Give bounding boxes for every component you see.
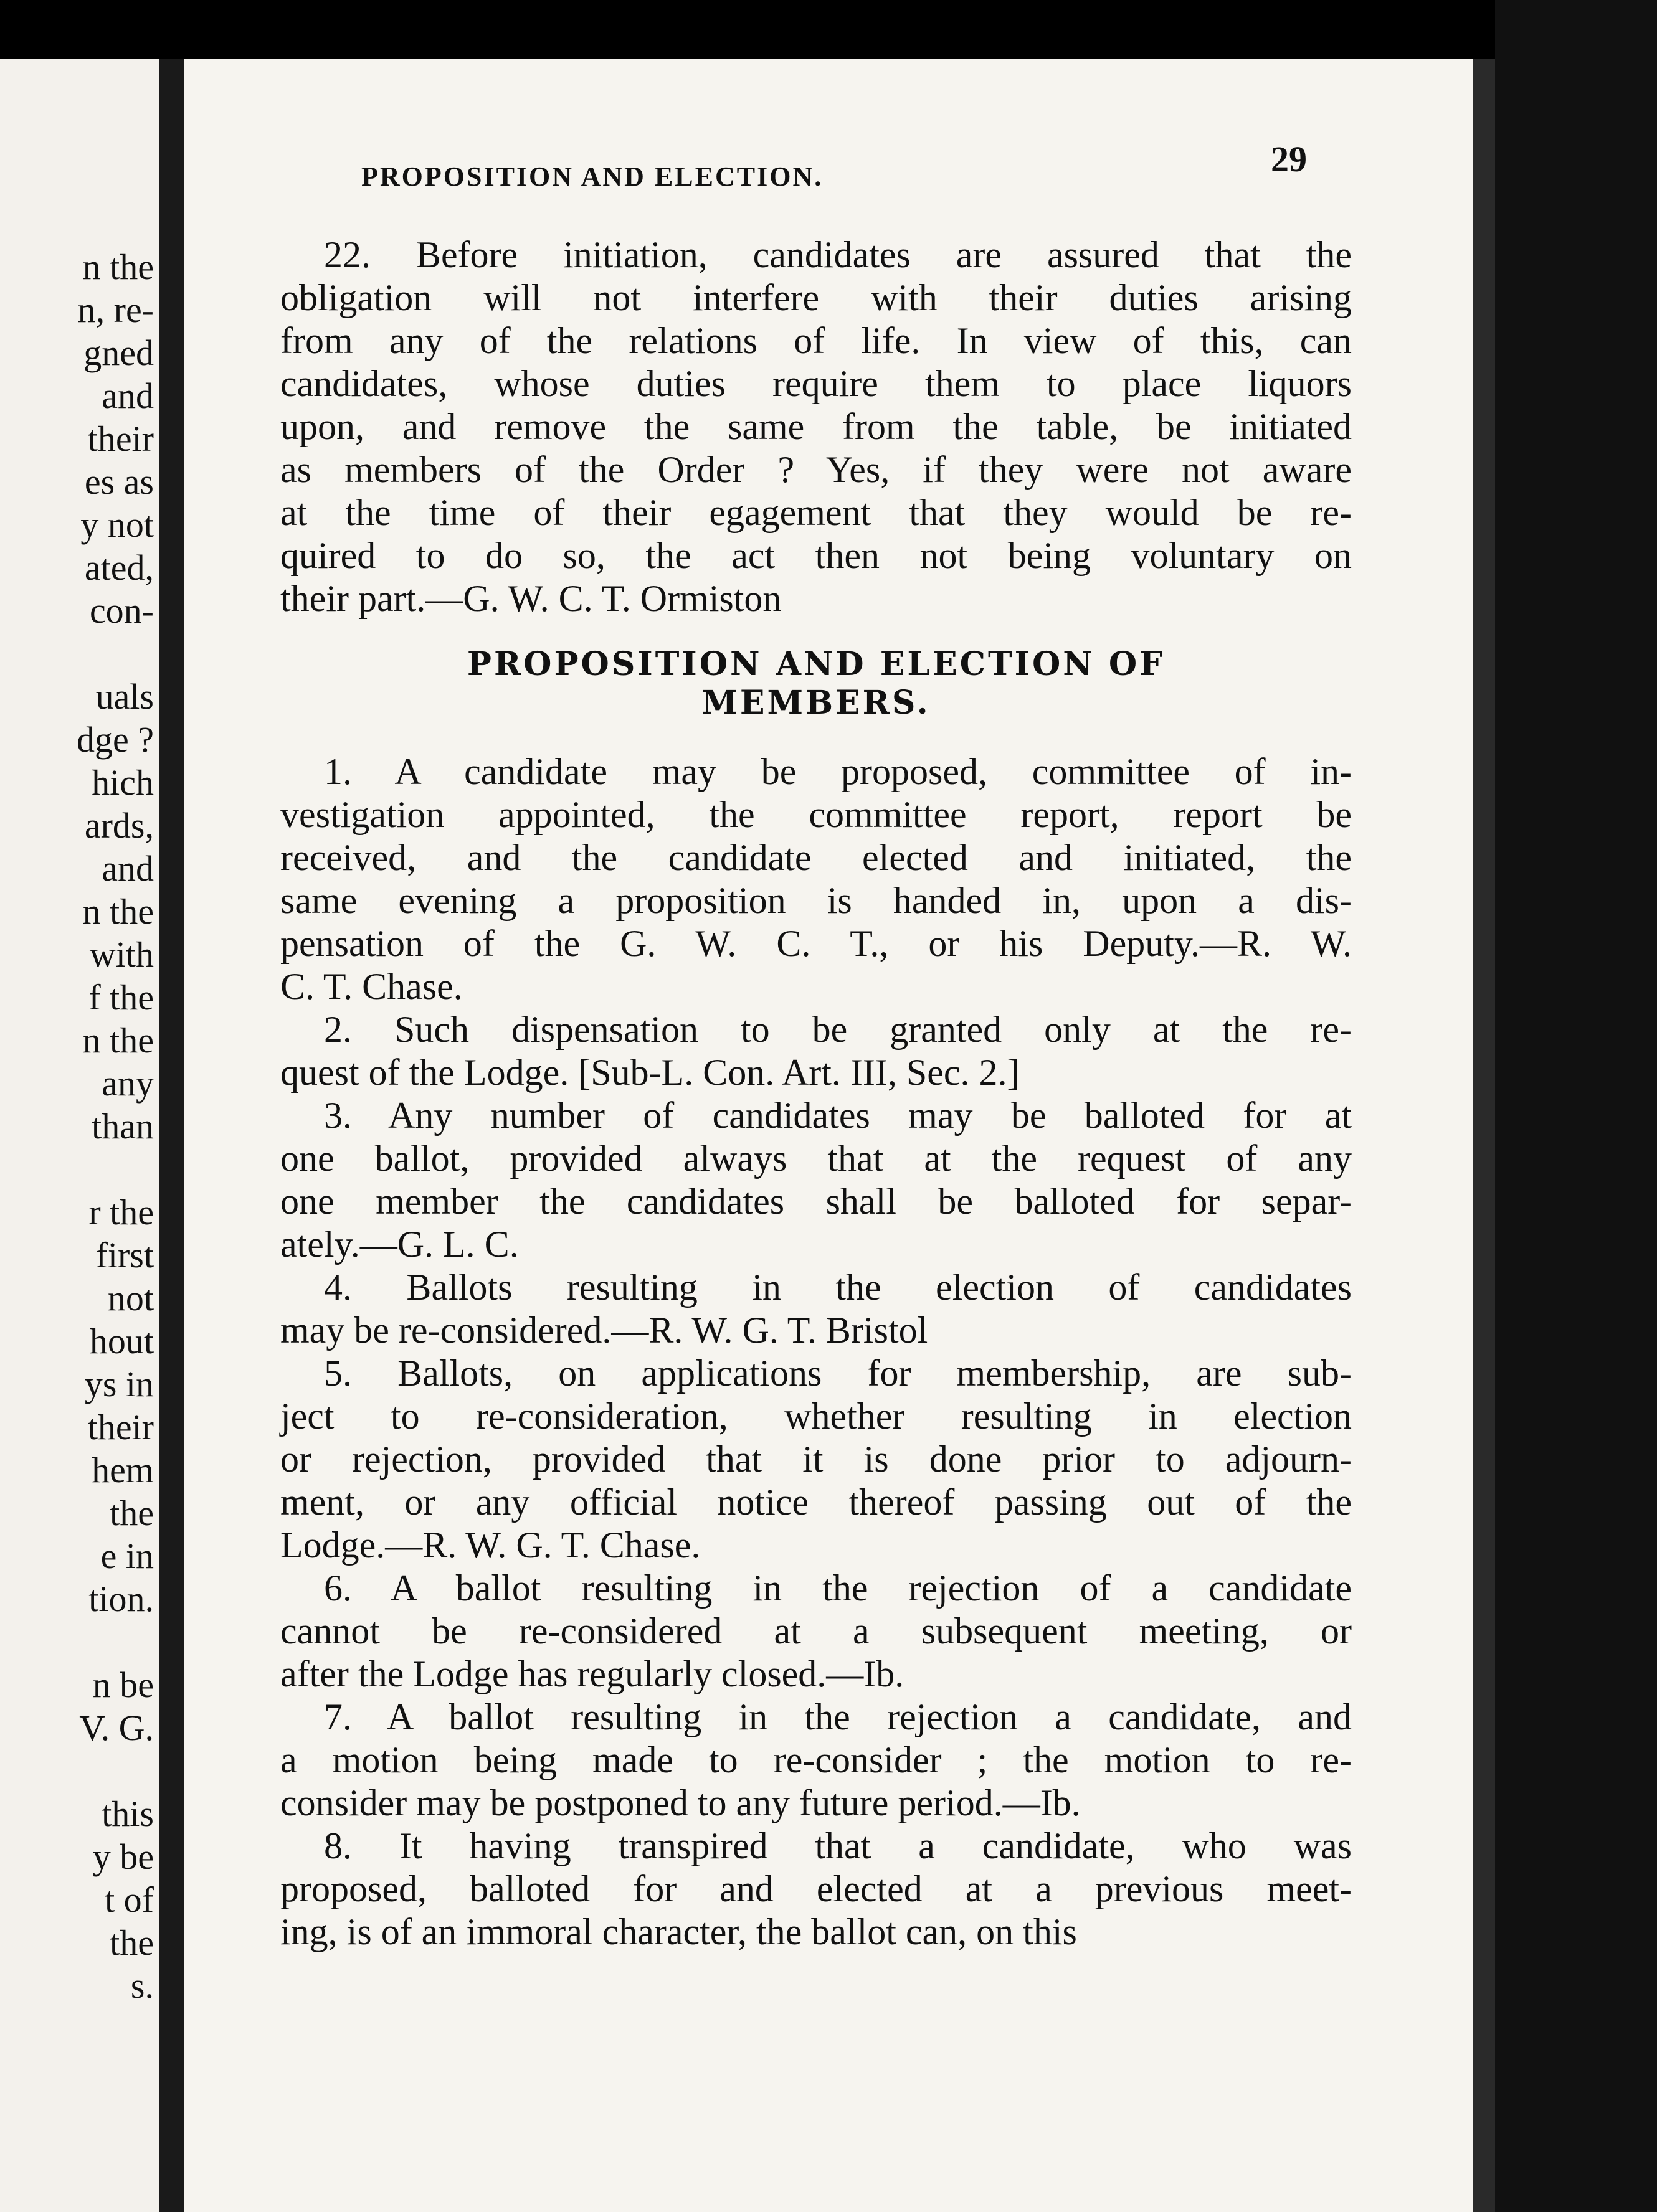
- text-line: proposed, balloted for and elected at a previous meet-: [280, 1868, 1352, 1909]
- left-page-fragment: y be: [92, 1836, 154, 1877]
- paragraph-8: [280, 1825, 1352, 1954]
- left-page-fragment: y not: [80, 504, 154, 545]
- section-title: PROPOSITION AND ELECTION OF: [467, 645, 1166, 683]
- text-line: 6. A ballot resulting in the rejection of a candidate: [324, 1567, 1352, 1609]
- left-page-fragment: not: [107, 1278, 154, 1318]
- left-page-fragment: es as: [84, 461, 154, 502]
- left-facing-page: [0, 59, 159, 2212]
- text-line: after the Lodge has regularly closed.—Ib.: [280, 1653, 904, 1694]
- left-page-fragment: n the: [82, 247, 154, 287]
- text-line: 1. A candidate may be proposed, committee of in-: [324, 751, 1352, 792]
- left-page-fragment: e in: [100, 1536, 154, 1576]
- left-page-fragment: any: [102, 1063, 154, 1104]
- left-page-fragment: their: [87, 1407, 154, 1447]
- left-page-fragment: con-: [89, 590, 154, 631]
- left-page-fragment: the: [110, 1493, 154, 1533]
- page-edge: [1473, 59, 1495, 2212]
- text-line: 5. Ballots, on applications for membership, are sub-: [324, 1353, 1352, 1394]
- text-line: their part.—G. W. C. T. Ormiston: [280, 578, 782, 619]
- left-page-fragment: and: [102, 848, 154, 889]
- text-line: 22. Before initiation, candidates are assured that the: [324, 234, 1352, 275]
- left-page-fragment: gned: [83, 333, 154, 373]
- left-page-fragment: n be: [92, 1665, 154, 1705]
- paragraph-5: [280, 1352, 1352, 1567]
- left-page-fragment: r the: [88, 1192, 154, 1232]
- running-header: PROPOSITION AND ELECTION.: [361, 161, 824, 192]
- left-page-fragment: f the: [88, 977, 154, 1018]
- text-line: C. T. Chase.: [280, 966, 463, 1007]
- left-page-fragment: than: [92, 1106, 154, 1146]
- left-page-fragment: n the: [82, 1020, 154, 1061]
- text-line: consider may be postponed to any future period.—Ib.: [280, 1782, 1081, 1823]
- text-line: quired to do so, the act then not being voluntary on: [280, 535, 1352, 576]
- text-line: quest of the Lodge. [Sub-L. Con. Art. III, Sec. 2.]: [280, 1052, 1020, 1093]
- left-page-fragment: hich: [92, 762, 154, 803]
- section-title-continued: MEMBERS.: [701, 684, 931, 722]
- text-line: 3. Any number of candidates may be balloted for at: [324, 1095, 1352, 1136]
- left-page-fragment: V. G.: [79, 1708, 154, 1748]
- paragraph-1: [280, 750, 1352, 1008]
- left-page-fragment: hout: [89, 1321, 154, 1361]
- text-line: ject to re-consideration, whether resulting in election: [280, 1396, 1352, 1437]
- left-page-fragment: n the: [82, 891, 154, 932]
- left-page-fragment: ards,: [84, 805, 154, 846]
- text-line: a motion being made to re-consider ; the motion to re-: [280, 1739, 1352, 1780]
- scan-background: [1495, 0, 1657, 2212]
- left-page-fragment: the: [110, 1922, 154, 1963]
- left-page-fragment: n, re-: [77, 290, 154, 330]
- left-page-fragment: this: [102, 1794, 154, 1834]
- paragraph-7: [280, 1696, 1352, 1825]
- text-line: from any of the relations of life. In view of this, can: [280, 320, 1352, 361]
- text-line: as members of the Order ? Yes, if they were not aware: [280, 449, 1352, 490]
- text-line: vestigation appointed, the committee report, report be: [280, 794, 1352, 835]
- text-line: or rejection, provided that it is done prior to adjourn-: [280, 1439, 1352, 1480]
- left-page-fragment: with: [89, 934, 154, 975]
- paragraph-2: [280, 1008, 1352, 1094]
- paragraph-4: [280, 1266, 1352, 1352]
- page-number: 29: [1271, 139, 1307, 179]
- text-line: obligation will not interfere with their duties arising: [280, 277, 1352, 318]
- paragraph-3: [280, 1094, 1352, 1266]
- text-line: pensation of the G. W. C. T., or his Deputy.—R. W.: [280, 923, 1352, 964]
- left-page-fragment: s.: [130, 1965, 154, 2006]
- left-page-fragment: and: [102, 376, 154, 416]
- text-line: upon, and remove the same from the table, be initiated: [280, 406, 1352, 447]
- left-page-fragment: t of: [105, 1879, 154, 1920]
- text-line: may be re-considered.—R. W. G. T. Bristol: [280, 1310, 928, 1351]
- left-page-fragment: tion.: [88, 1579, 154, 1619]
- text-line: cannot be re-considered at a subsequent meeting, or: [280, 1610, 1352, 1652]
- left-page-fragment: their: [87, 418, 154, 459]
- left-page-fragment: ys in: [84, 1364, 154, 1404]
- left-page-fragment: hem: [92, 1450, 154, 1490]
- text-line: ment, or any official notice thereof passing out of the: [280, 1482, 1352, 1523]
- text-line: 2. Such dispensation to be granted only at the re-: [324, 1009, 1352, 1050]
- text-line: received, and the candidate elected and initiated, the: [280, 837, 1352, 878]
- text-line: same evening a proposition is handed in, upon a dis-: [280, 880, 1352, 921]
- text-line: 4. Ballots resulting in the election of candidates: [324, 1267, 1352, 1308]
- text-line: 7. A ballot resulting in the rejection a candidate, and: [324, 1696, 1352, 1737]
- text-line: Lodge.—R. W. G. T. Chase.: [280, 1524, 701, 1566]
- text-line: ing, is of an immoral character, the ballot can, on this: [280, 1911, 1077, 1952]
- left-page-fragment: first: [95, 1235, 154, 1275]
- left-page-fragment: dge ?: [77, 719, 154, 760]
- left-page-fragment: uals: [95, 676, 154, 717]
- book-gutter: [159, 59, 184, 2212]
- text-line: ately.—G. L. C.: [280, 1224, 519, 1265]
- text-line: one ballot, provided always that at the request of any: [280, 1138, 1352, 1179]
- section-paragraphs: [280, 750, 1352, 1954]
- paragraph-22: [280, 234, 1352, 620]
- text-line: at the time of their egagement that they would be re-: [280, 492, 1352, 533]
- text-line: 8. It having transpired that a candidate, who was: [324, 1825, 1352, 1866]
- text-line: one member the candidates shall be balloted for separ-: [280, 1181, 1352, 1222]
- left-page-fragment: ated,: [84, 547, 154, 588]
- text-line: candidates, whose duties require them to place liquors: [280, 363, 1352, 404]
- paragraph-6: [280, 1567, 1352, 1696]
- page-body: [280, 234, 1352, 1954]
